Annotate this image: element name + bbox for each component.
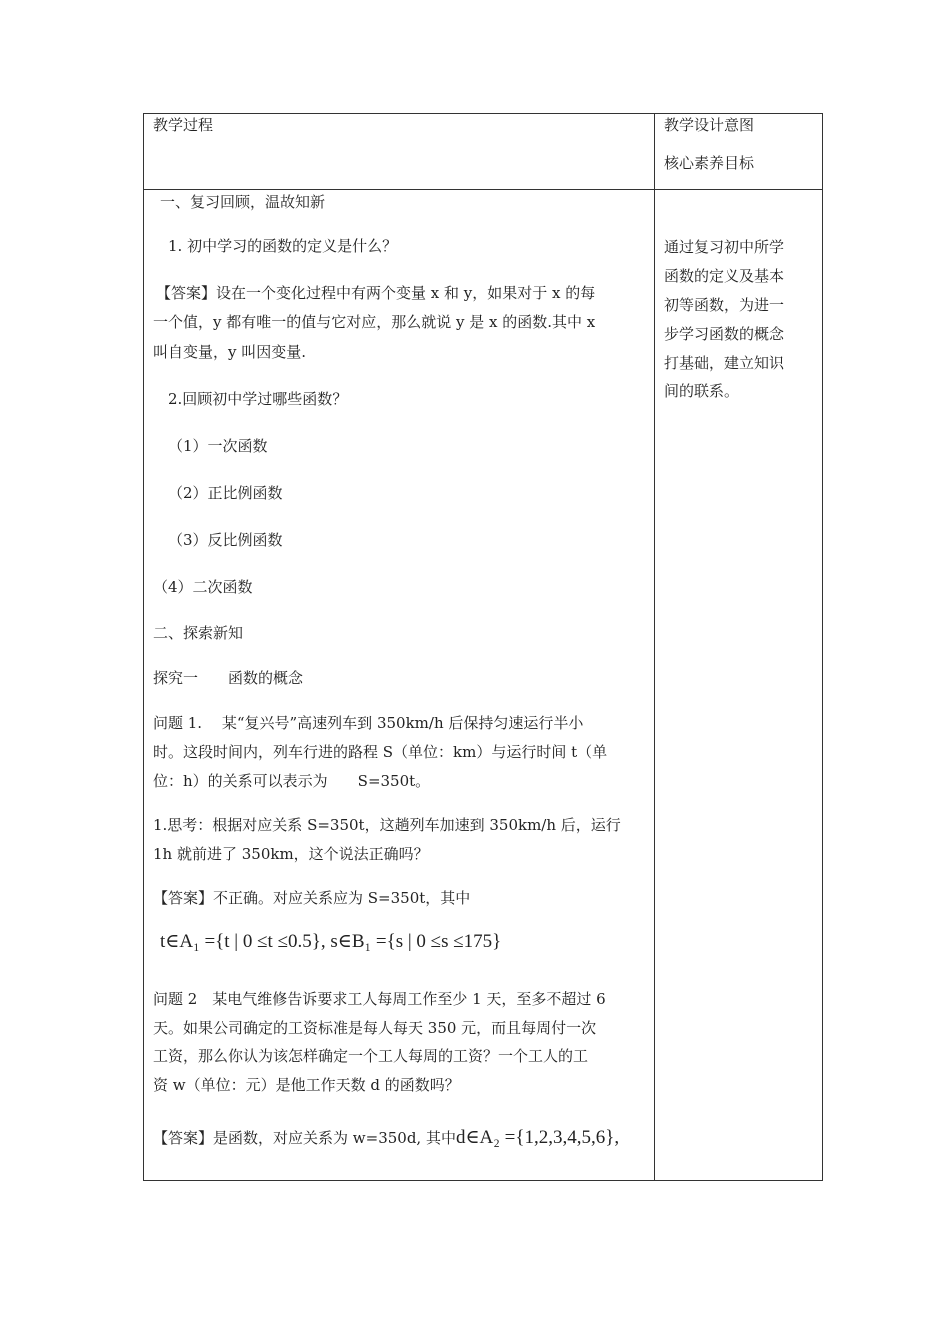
section-title: 二、探索新知: [153, 624, 244, 642]
answer-line: [156, 279, 595, 307]
answer-tag: 【答案】: [156, 284, 217, 302]
problem-line: 问题 1. 某“复兴号”高速列车到 350km/h 后保持匀速运行半小: [153, 714, 584, 732]
formula-domain: d∈A₂ ={1,2,3,4,5,6},: [455, 1127, 620, 1148]
header-right-line2: 核心素养目标: [664, 154, 755, 172]
side-note-line: 函数的定义及基本: [664, 267, 785, 285]
think-line: 1h 就前进了 350km，这个说法正确吗？: [153, 845, 429, 863]
problem-line: 天。如果公司确定的工资标准是每人每天 350 元，而且每周付一次: [153, 1019, 597, 1037]
header-right-line1: 教学设计意图: [664, 116, 755, 134]
formula-sets: t∈A₁ ={t | 0 ≤t ≤0.5}, s∈B₁ ={s | 0 ≤s ≤175}: [160, 931, 502, 952]
question-text: 1. 初中学习的函数的定义是什么？: [168, 237, 398, 255]
problem-line: 资 w（单位：元）是他工作天数 d 的函数吗？: [153, 1076, 460, 1094]
header-left: 教学过程: [153, 116, 214, 134]
side-note-line: 打基础，建立知识: [664, 354, 785, 372]
answer-line: 叫自变量，y 叫因变量.: [153, 343, 307, 361]
answer-line: [153, 884, 470, 912]
side-note-line: 间的联系。: [664, 382, 740, 400]
problem-line: 时。这段时间内，列车行进的路程 S（单位：km）与运行时间 t（单: [153, 743, 608, 761]
side-note-line: 通过复习初中所学: [664, 238, 785, 256]
list-item: （4）二次函数: [153, 578, 253, 596]
side-note-line: 步学习函数的概念: [664, 325, 785, 343]
list-item: （1）一次函数: [168, 437, 268, 455]
answer-line: 一个值，y 都有唯一的值与它对应，那么就说 y 是 x 的函数.其中 x: [153, 313, 596, 331]
problem-line: 工资，那么你认为该怎样确定一个工人每周的工资？一个工人的工: [153, 1047, 589, 1065]
column-divider: [654, 113, 655, 1181]
section-title: 一、复习回顾，温故知新: [160, 193, 326, 211]
answer-line: [153, 1124, 619, 1152]
answer-text: 是函数，对应关系为 w=350d, 其中: [213, 1129, 456, 1147]
side-note-line: 初等函数，为进一: [664, 296, 785, 314]
problem-line: 位：h）的关系可以表示为 S=350t。: [153, 772, 431, 790]
list-item: （2）正比例函数: [168, 484, 283, 502]
think-line: 1.思考：根据对应关系 S=350t，这趟列车加速到 350km/h 后，运行: [153, 816, 621, 834]
problem-line: 问题 2 某电气维修告诉要求工人每周工作至少 1 天，至多不超过 6: [153, 990, 606, 1008]
list-item: （3）反比例函数: [168, 531, 283, 549]
answer-tag: 【答案】: [153, 889, 214, 907]
question-text: 2.回顾初中学过哪些函数？: [168, 390, 348, 408]
answer-tag: 【答案】: [153, 1129, 214, 1147]
subsection-title: 探究一 函数的概念: [153, 669, 304, 687]
answer-text: 设在一个变化过程中有两个变量 x 和 y，如果对于 x 的每: [216, 284, 596, 302]
answer-text: 不正确。对应关系应为 S=350t，其中: [213, 889, 471, 907]
